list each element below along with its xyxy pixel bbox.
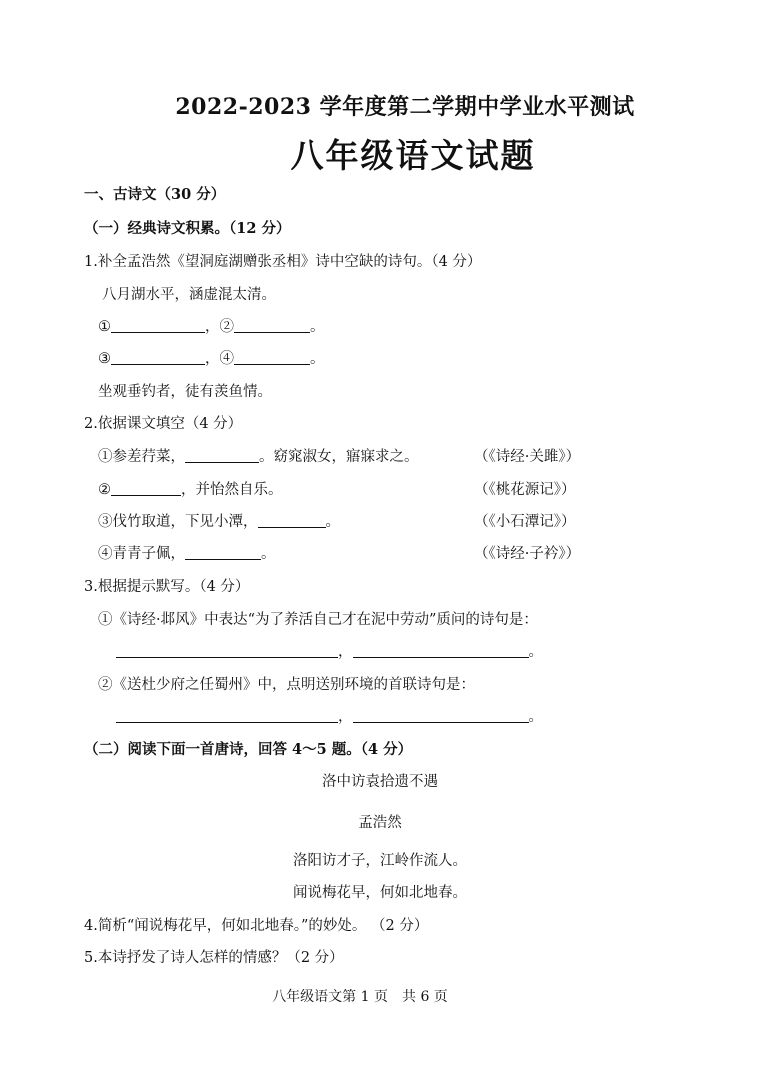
- poem-line-1: 洛阳访才子，江岭作流人。: [293, 853, 467, 869]
- poem-line-2: 闻说梅花早，何如北地春。: [293, 885, 467, 901]
- exam-subtitle: 八年级语文试题: [290, 136, 536, 175]
- q2-item-post: 。: [261, 546, 276, 562]
- q3-answer-row-1: [116, 640, 543, 661]
- q2-source-2: （《桃花源记》）: [474, 482, 576, 498]
- period: 。: [528, 709, 543, 725]
- q2-item-1: [98, 445, 419, 466]
- q2-source-3: （《小石潭记》）: [474, 514, 576, 530]
- period: 。: [310, 319, 325, 335]
- answer-blank[interactable]: [353, 708, 529, 723]
- q2-item-pre: ③伐竹取道，下见小潭，: [98, 514, 258, 530]
- q2-item-pre: ④青青子佩，: [98, 546, 185, 562]
- q2-item-2: [98, 478, 283, 499]
- answer-blank[interactable]: [353, 643, 529, 658]
- q2-item-pre: ②: [98, 482, 111, 498]
- answer-blank[interactable]: [111, 481, 181, 496]
- q2-item-post: 。窈窕淑女，寤寐求之。: [259, 449, 419, 465]
- question-3-prompt: 3.根据提示默写。（4 分）: [84, 579, 250, 595]
- part-heading-2: （二）阅读下面一首唐诗，回答 4～5 题。（4 分）: [84, 741, 413, 758]
- period: 。: [310, 351, 325, 367]
- comma: ，: [205, 319, 220, 335]
- q3-item-1: ①《诗经·邶风》中表达“为了养活自己才在泥中劳动”质问的诗句是：: [98, 612, 538, 628]
- question-2-prompt: 2.依据课文填空（4 分）: [84, 416, 243, 432]
- question-4-prompt: 4.简析“闻说梅花早，何如北地春。”的妙处。 （2 分）: [84, 918, 429, 934]
- comma: ，: [338, 709, 353, 725]
- comma: ，: [338, 644, 353, 660]
- blank-number: ②: [219, 319, 234, 335]
- answer-blank[interactable]: [111, 318, 205, 333]
- answer-blank[interactable]: [234, 350, 310, 365]
- answer-blank[interactable]: [116, 708, 338, 723]
- q2-item-3: [98, 510, 340, 531]
- answer-blank[interactable]: [185, 545, 261, 560]
- q1-line-1: 八月湖水平，涵虚混太清。: [102, 287, 276, 303]
- comma: ，: [205, 351, 220, 367]
- q1-blank-row-1: [98, 315, 325, 336]
- q2-item-post: 。: [325, 514, 340, 530]
- poem-title: 洛中访袁拾遗不遇: [322, 774, 438, 790]
- q3-answer-row-2: [116, 705, 543, 726]
- blank-number: ③: [98, 351, 111, 367]
- q2-source-4: （《诗经·子衿》）: [474, 546, 581, 562]
- question-5-prompt: 5.本诗抒发了诗人怎样的情感？（2 分）: [84, 950, 344, 966]
- question-1-prompt: 1.补全孟浩然《望洞庭湖赠张丞相》诗中空缺的诗句。（4 分）: [84, 254, 482, 270]
- blank-number: ④: [219, 351, 234, 367]
- answer-blank[interactable]: [258, 513, 326, 528]
- q2-item-pre: ①参差荇菜，: [98, 449, 185, 465]
- section-heading: 一、古诗文（30 分）: [84, 186, 226, 203]
- q2-item-post: ，并怡然自乐。: [181, 482, 283, 498]
- q1-blank-row-2: [98, 347, 325, 368]
- answer-blank[interactable]: [116, 643, 338, 658]
- page-footer: 八年级语文第 1 页 共 6 页: [272, 989, 448, 1005]
- part-heading-1: （一）经典诗文积累。（12 分）: [84, 220, 291, 237]
- q2-item-4: [98, 542, 276, 563]
- answer-blank[interactable]: [234, 318, 310, 333]
- answer-blank[interactable]: [185, 448, 259, 463]
- exam-title: 2022-2023 学年度第二学期中学业水平测试: [175, 94, 635, 120]
- blank-number: ①: [98, 319, 111, 335]
- q3-item-2: ②《送杜少府之任蜀州》中，点明送别环境的首联诗句是：: [98, 677, 475, 693]
- answer-blank[interactable]: [111, 350, 205, 365]
- period: 。: [528, 644, 543, 660]
- q1-line-4: 坐观垂钓者，徒有羡鱼情。: [98, 384, 272, 400]
- poem-author: 孟浩然: [358, 815, 402, 831]
- q2-source-1: （《诗经·关雎》）: [474, 449, 581, 465]
